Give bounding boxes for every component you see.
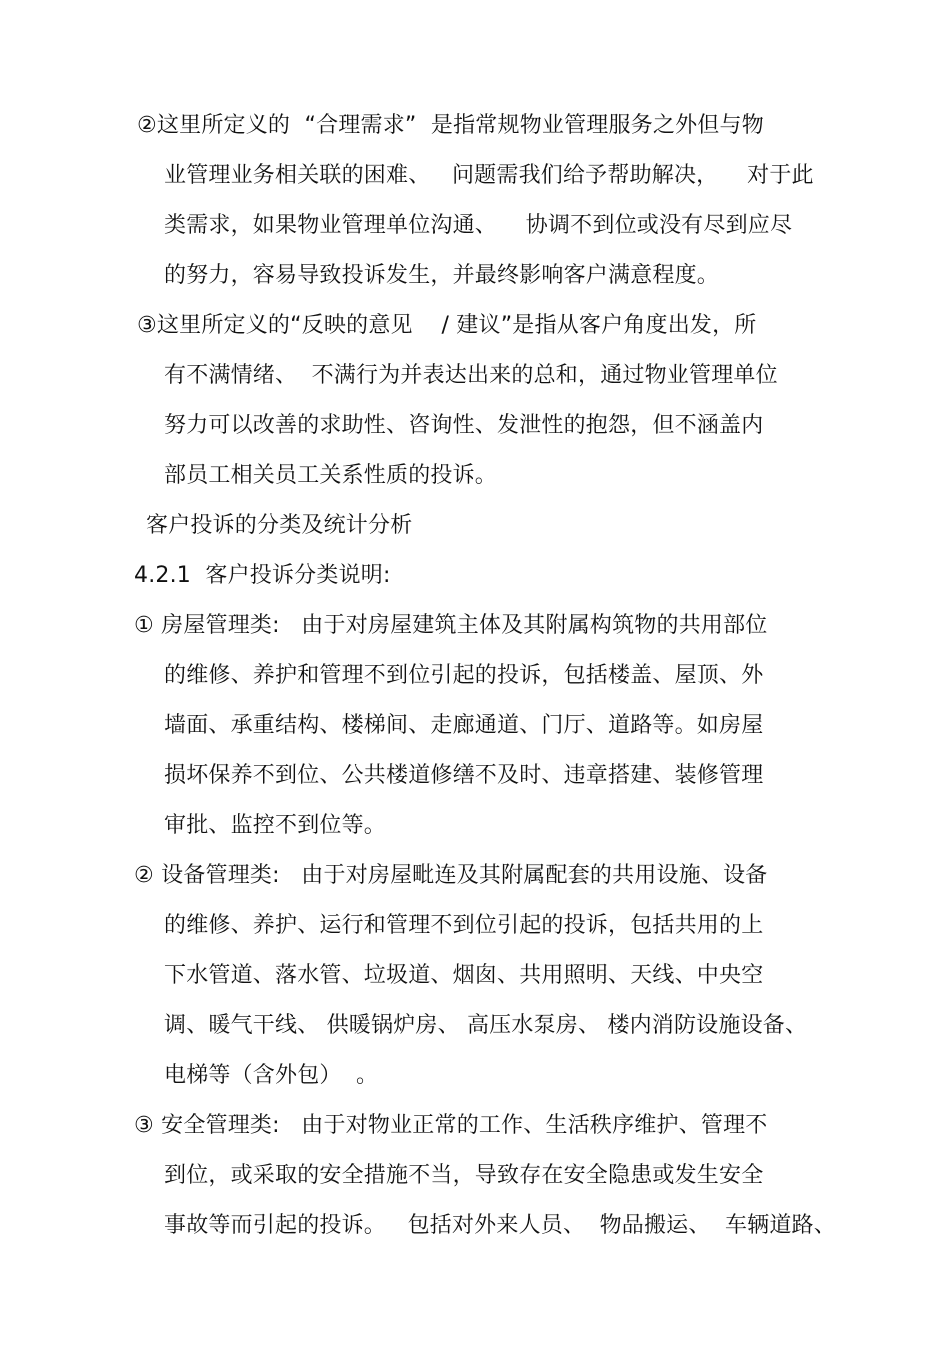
text-line: 部员工相关员工关系性质的投诉。 — [164, 463, 498, 488]
text-line: 有不满情绪、 不满行为并表达出来的总和，通过物业管理单位 — [164, 363, 778, 388]
text-line: 的维修、养护和管理不到位引起的投诉，包括楼盖、屋顶、外 — [164, 663, 764, 688]
text-line: ②这里所定义的 “合理需求” 是指常规物业管理服务之外但与物 — [137, 113, 764, 138]
text-line: ③这里所定义的“反映的意见 / 建议”是指从客户角度出发，所 — [137, 313, 757, 338]
text-line: ① 房屋管理类: 由于对房屋建筑主体及其附属构筑物的共用部位 — [134, 613, 768, 638]
text-line: 审批、监控不到位等。 — [164, 813, 387, 838]
text-line: ③ 安全管理类: 由于对物业正常的工作、生活秩序维护、管理不 — [134, 1113, 768, 1138]
subsection-heading: 4.2.1 客户投诉分类说明: — [134, 563, 391, 588]
text-line: 到位，或采取的安全措施不当，导致存在安全隐患或发生安全 — [164, 1163, 764, 1188]
text-line: 电梯等（含外包） 。 — [164, 1063, 379, 1088]
text-line: 业管理业务相关联的困难、 问题需我们给予帮助解决， 对于此 — [164, 163, 814, 188]
section-heading: 客户投诉的分类及统计分析 — [146, 513, 413, 538]
text-line: 的努力，容易导致投诉发生，并最终影响客户满意程度。 — [164, 263, 720, 288]
text-line: 下水管道、落水管、垃圾道、烟囱、共用照明、天线、中央空 — [164, 963, 764, 988]
text-line: ② 设备管理类: 由于对房屋毗连及其附属配套的共用设施、设备 — [134, 863, 768, 888]
text-line: 事故等而引起的投诉。 包括对外来人员、 物品搬运、 车辆道路、 — [164, 1213, 836, 1238]
text-line: 墙面、承重结构、楼梯间、走廊通道、门厅、道路等。如房屋 — [164, 713, 764, 738]
text-line: 调、暖气干线、 供暖锅炉房、 高压水泵房、 楼内消防设施设备、 — [164, 1013, 808, 1038]
text-line: 损坏保养不到位、公共楼道修缮不及时、违章搭建、装修管理 — [164, 763, 764, 788]
text-line: 的维修、养护、运行和管理不到位引起的投诉，包括共用的上 — [164, 913, 764, 938]
text-line: 努力可以改善的求助性、咨询性、发泄性的抱怨，但不涵盖内 — [164, 413, 764, 438]
text-line: 类需求，如果物业管理单位沟通、 协调不到位或没有尽到应尽 — [164, 213, 793, 238]
